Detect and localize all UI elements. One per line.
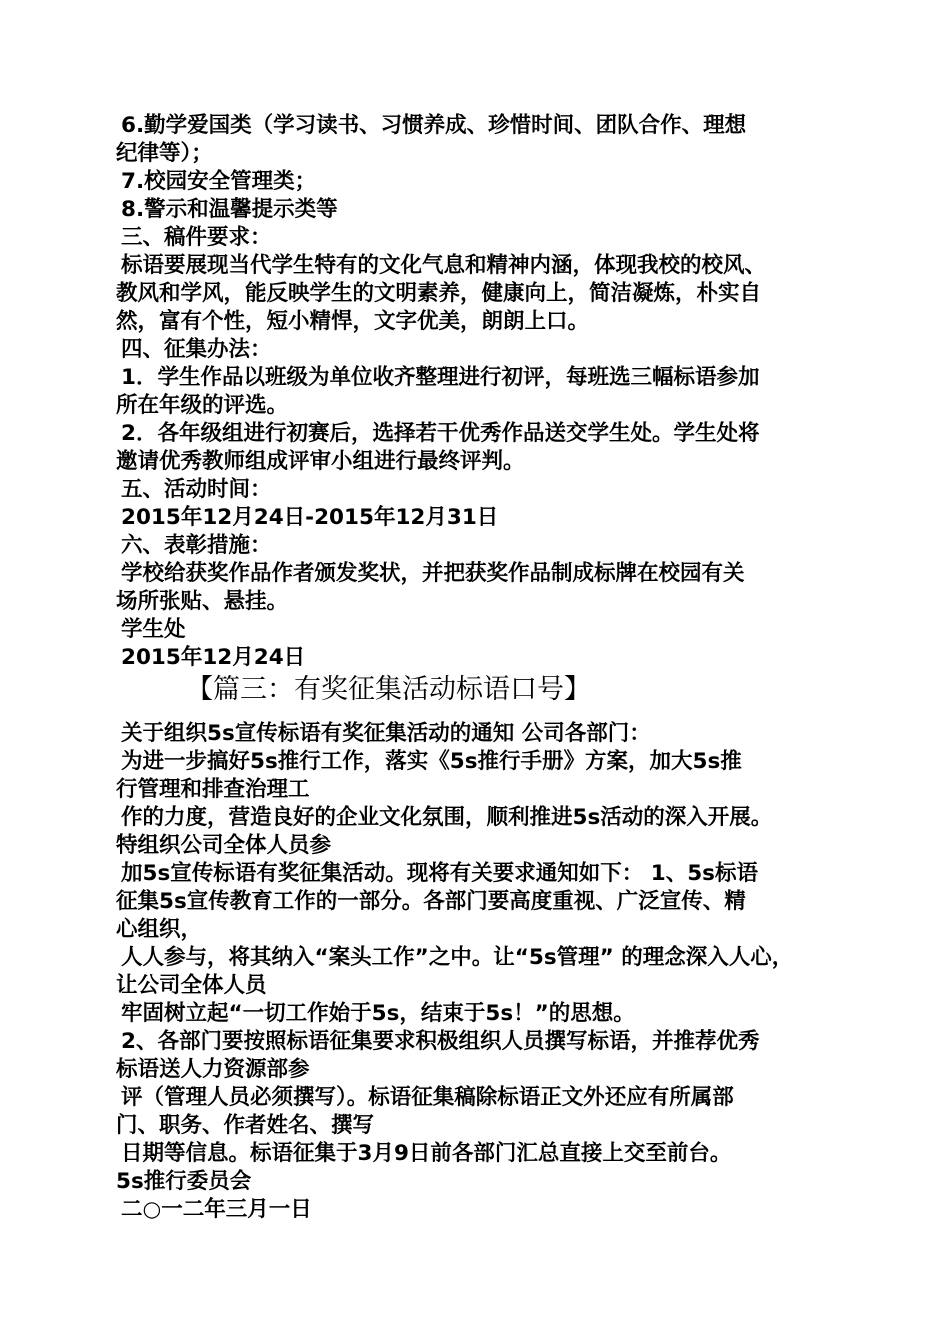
text-line: 6.勤学爱国类（学习读书、习惯养成、珍惜时间、团队合作、理想 <box>121 113 747 138</box>
text-line: 标语送人力资源部参 <box>116 1057 310 1082</box>
text-line: 评（管理人员必须撰写）。标语征集稿除标语正文外还应有所属部 <box>121 1085 734 1110</box>
date-line: 2015年12月24日 <box>121 645 306 670</box>
text-line: 征集5s宣传教育工作的一部分。各部门要高度重视、广泛宣传、精 <box>116 889 746 914</box>
text-line: 2015年12月24日-2015年12月31日 <box>121 505 499 530</box>
text-line: 邀请优秀教师组成评审小组进行最终评判。 <box>116 449 525 474</box>
text-line: 门、职务、作者姓名、撰写 <box>116 1113 375 1138</box>
text-line: 2、各部门要按照标语征集要求积极组织人员撰写标语，并推荐优秀 <box>121 1029 760 1054</box>
text-line: 关于组织5s宣传标语有奖征集活动的通知 公司各部门： <box>121 721 651 746</box>
signature-line: 5s推行委员会 <box>116 1169 252 1194</box>
text-line: 心组织， <box>116 917 203 942</box>
text-line: 2．各年级组进行初赛后，选择若干优秀作品送交学生处。学生处将 <box>121 421 760 446</box>
document-page <box>116 112 838 1224</box>
spacer <box>116 708 838 720</box>
signature-line: 学生处 <box>121 617 186 642</box>
text-line: 人人参与，将其纳入“案头工作”之中。让“5s管理” 的理念深入人心， <box>121 945 794 970</box>
text-line: 日期等信息。标语征集于3月9日前各部门汇总直接上交至前台。 <box>121 1141 732 1166</box>
section-title: 四、征集办法： <box>121 337 272 362</box>
text-line: 8.警示和温馨提示类等 <box>121 197 338 222</box>
text-line: 为进一步搞好5s推行工作，落实《5s推行手册》方案，加大5s推 <box>121 749 742 774</box>
text-block-bottom <box>116 720 838 1224</box>
text-line: 教风和学风，能反映学生的文明素养，健康向上，简洁凝炼，朴实自 <box>116 281 762 306</box>
section-title: 六、表彰措施： <box>121 533 272 558</box>
text-line: 标语要展现当代学生特有的文化气息和精神内涵，体现我校的校风、 <box>121 253 767 278</box>
text-line: 作的力度，营造良好的企业文化氛围，顺利推进5s活动的深入开展。 <box>121 805 773 830</box>
text-line: 所在年级的评选。 <box>116 393 289 418</box>
text-line: 纪律等）； <box>116 141 213 166</box>
text-line: 7.校园安全管理类； <box>121 169 317 194</box>
text-line: 行管理和排查治理工 <box>116 777 310 802</box>
text-block-top <box>116 112 838 672</box>
text-line: 特组织公司全体人员参 <box>116 833 332 858</box>
text-line: 然，富有个性，短小精悍，文字优美，朗朗上口。 <box>116 309 590 334</box>
section-title: 三、稿件要求： <box>121 225 272 250</box>
text-line: 学校给获奖作品作者颁发奖状，并把获奖作品制成标牌在校园有关 <box>121 561 745 586</box>
text-line: 让公司全体人员 <box>116 973 267 998</box>
section-heading: 【篇三：有奖征集活动标语口号】 <box>186 674 591 705</box>
text-line: 牢固树立起“一切工作始于5s，结束于5s！”的思想。 <box>121 1001 635 1026</box>
date-line: 二○一二年三月一日 <box>121 1197 312 1222</box>
section-title: 五、活动时间： <box>121 477 272 502</box>
text-line: 1．学生作品以班级为单位收齐整理进行初评，每班选三幅标语参加 <box>121 365 760 390</box>
text-line: 场所张贴、悬挂。 <box>116 589 289 614</box>
text-line: 加5s宣传标语有奖征集活动。现将有关要求通知如下： 1、5s标语 <box>121 861 758 886</box>
